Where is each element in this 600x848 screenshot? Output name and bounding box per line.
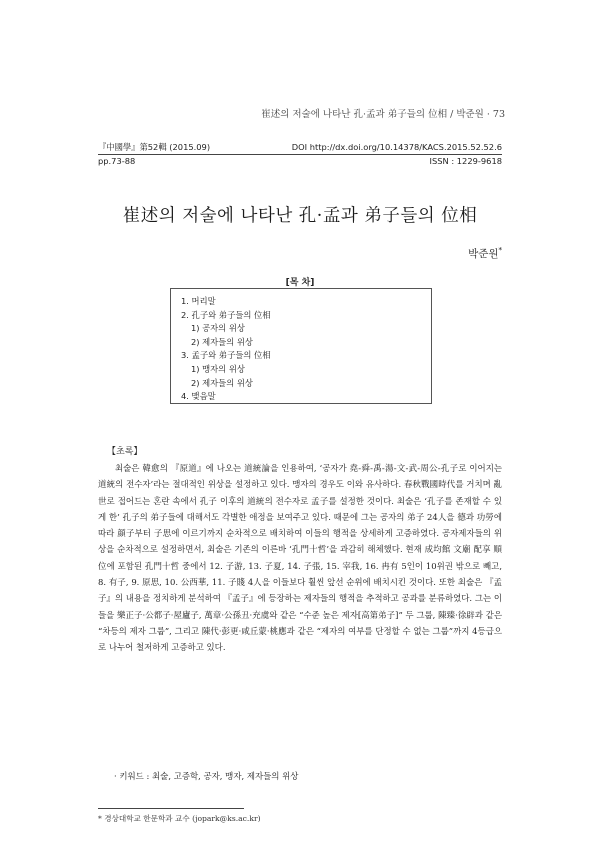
toc-item: 2) 제자들의 위상 [191, 336, 253, 347]
toc-item: 1) 맹자의 위상 [191, 363, 245, 374]
toc-item: 1) 공자의 위상 [191, 323, 245, 334]
footnote-divider [98, 808, 244, 809]
toc-item: 4. 맺음말 [181, 391, 216, 402]
page-range: pp.73-88 [98, 156, 136, 166]
journal-citation: 『中國學』第52輯 (2015.09) [98, 142, 211, 152]
running-header: 崔述의 저술에 나타난 孔·孟과 弟子들의 位相 / 박준원 · 73 [261, 109, 505, 120]
author [468, 246, 502, 261]
doi-link[interactable]: DOI http://dx.doi.org/10.14378/KACS.2015.52.52.6 [291, 142, 502, 152]
keywords: · 키워드 : 최술, 고증학, 공자, 맹자, 제자들의 위상 [114, 771, 299, 781]
abstract-label: 【초록】 [107, 447, 143, 457]
toc-item: 3. 孟子와 弟子들의 位相 [181, 350, 271, 361]
abstract-text: 최술은 韓愈의 『原道』에 나오는 道統論을 인용하여, ‘공자가 堯-舜-禹-湯-文-武-周公-孔子로 이어지는 道統의 전수자’라는 절대적인 위상을 설정하고 있다. 맹자의 경우도 이와 유사하다. 春秋戰國時代를 거치며 亂世로 접어드는 혼란 속에서 孔子 이후의 道統의 전수자로 孟子를 설정한 것이다. 최술은 ‘孔子를 존재할 수 있게 한’ 孔子의 弟子들에 대해서도 각별한 애정을 보여주고 있다. 때문에 그는 공자의 弟子 24人을 德과 功勞에 따라 顔子부터 子思에 이르기까지 순차적으로 배치하여 이들의 행적을 상세하게 고증하였다. 공자제자들의 위상을 순차적으로 설정하면서, 최술은 기존의 이른바 ‘孔門十哲’을 과감히 해체했다. 현재 成均館 文廟 配享 順位에 포함된 孔門十哲 중에서 12. 子游, 13. 子夏, 14. 子張, 15. 宰我, 16. 冉有 5인이 10위권 밖으로 빼고, 8. 有子, 9. 原思, 10. 公西華, 11. 子賤 4人을 이들보다 훨씬 앞선 순위에 배치시킨 것이다. 또한 최술은 『孟子』의 내용을 정치하게 분석하여 『孟子』에 등장하는 제자들의 행적을 추적하고 공과를 분류하였다. 그는 이들을 樂正子·公都子·屋廬子, 萬章·公孫丑·充虞와 같은 “수준 높은 제자[高第弟子]” 두 그룹, 陳臻·徐辟과 같은 “차등의 제자 그룹”, 그리고 陳代·彭更·咸丘蒙·桃應과 같은 “제자의 여부를 단정할 수 없는 그룹”까지 4등급으로 나누어 철저하게 고증하고 있다. [98, 463, 502, 653]
toc-item: 1. 머리말 [181, 296, 216, 306]
toc-item: 2. 孔子와 弟子들의 位相 [181, 309, 271, 320]
author-name: 박준원 [468, 248, 499, 260]
table-of-contents [170, 288, 432, 404]
paper-title: 崔述의 저술에 나타난 孔·孟과 弟子들의 位相 [122, 206, 478, 226]
footnote: * 경상대학교 한문학과 교수 (jopark@ks.ac.kr) [98, 814, 261, 823]
toc-heading: [목 차] [285, 278, 315, 288]
author-footnote-mark: * [498, 246, 502, 255]
publication-info [98, 141, 502, 167]
issn: ISSN : 1229-9618 [429, 156, 502, 166]
toc-item: 2) 제자들의 위상 [191, 377, 253, 388]
